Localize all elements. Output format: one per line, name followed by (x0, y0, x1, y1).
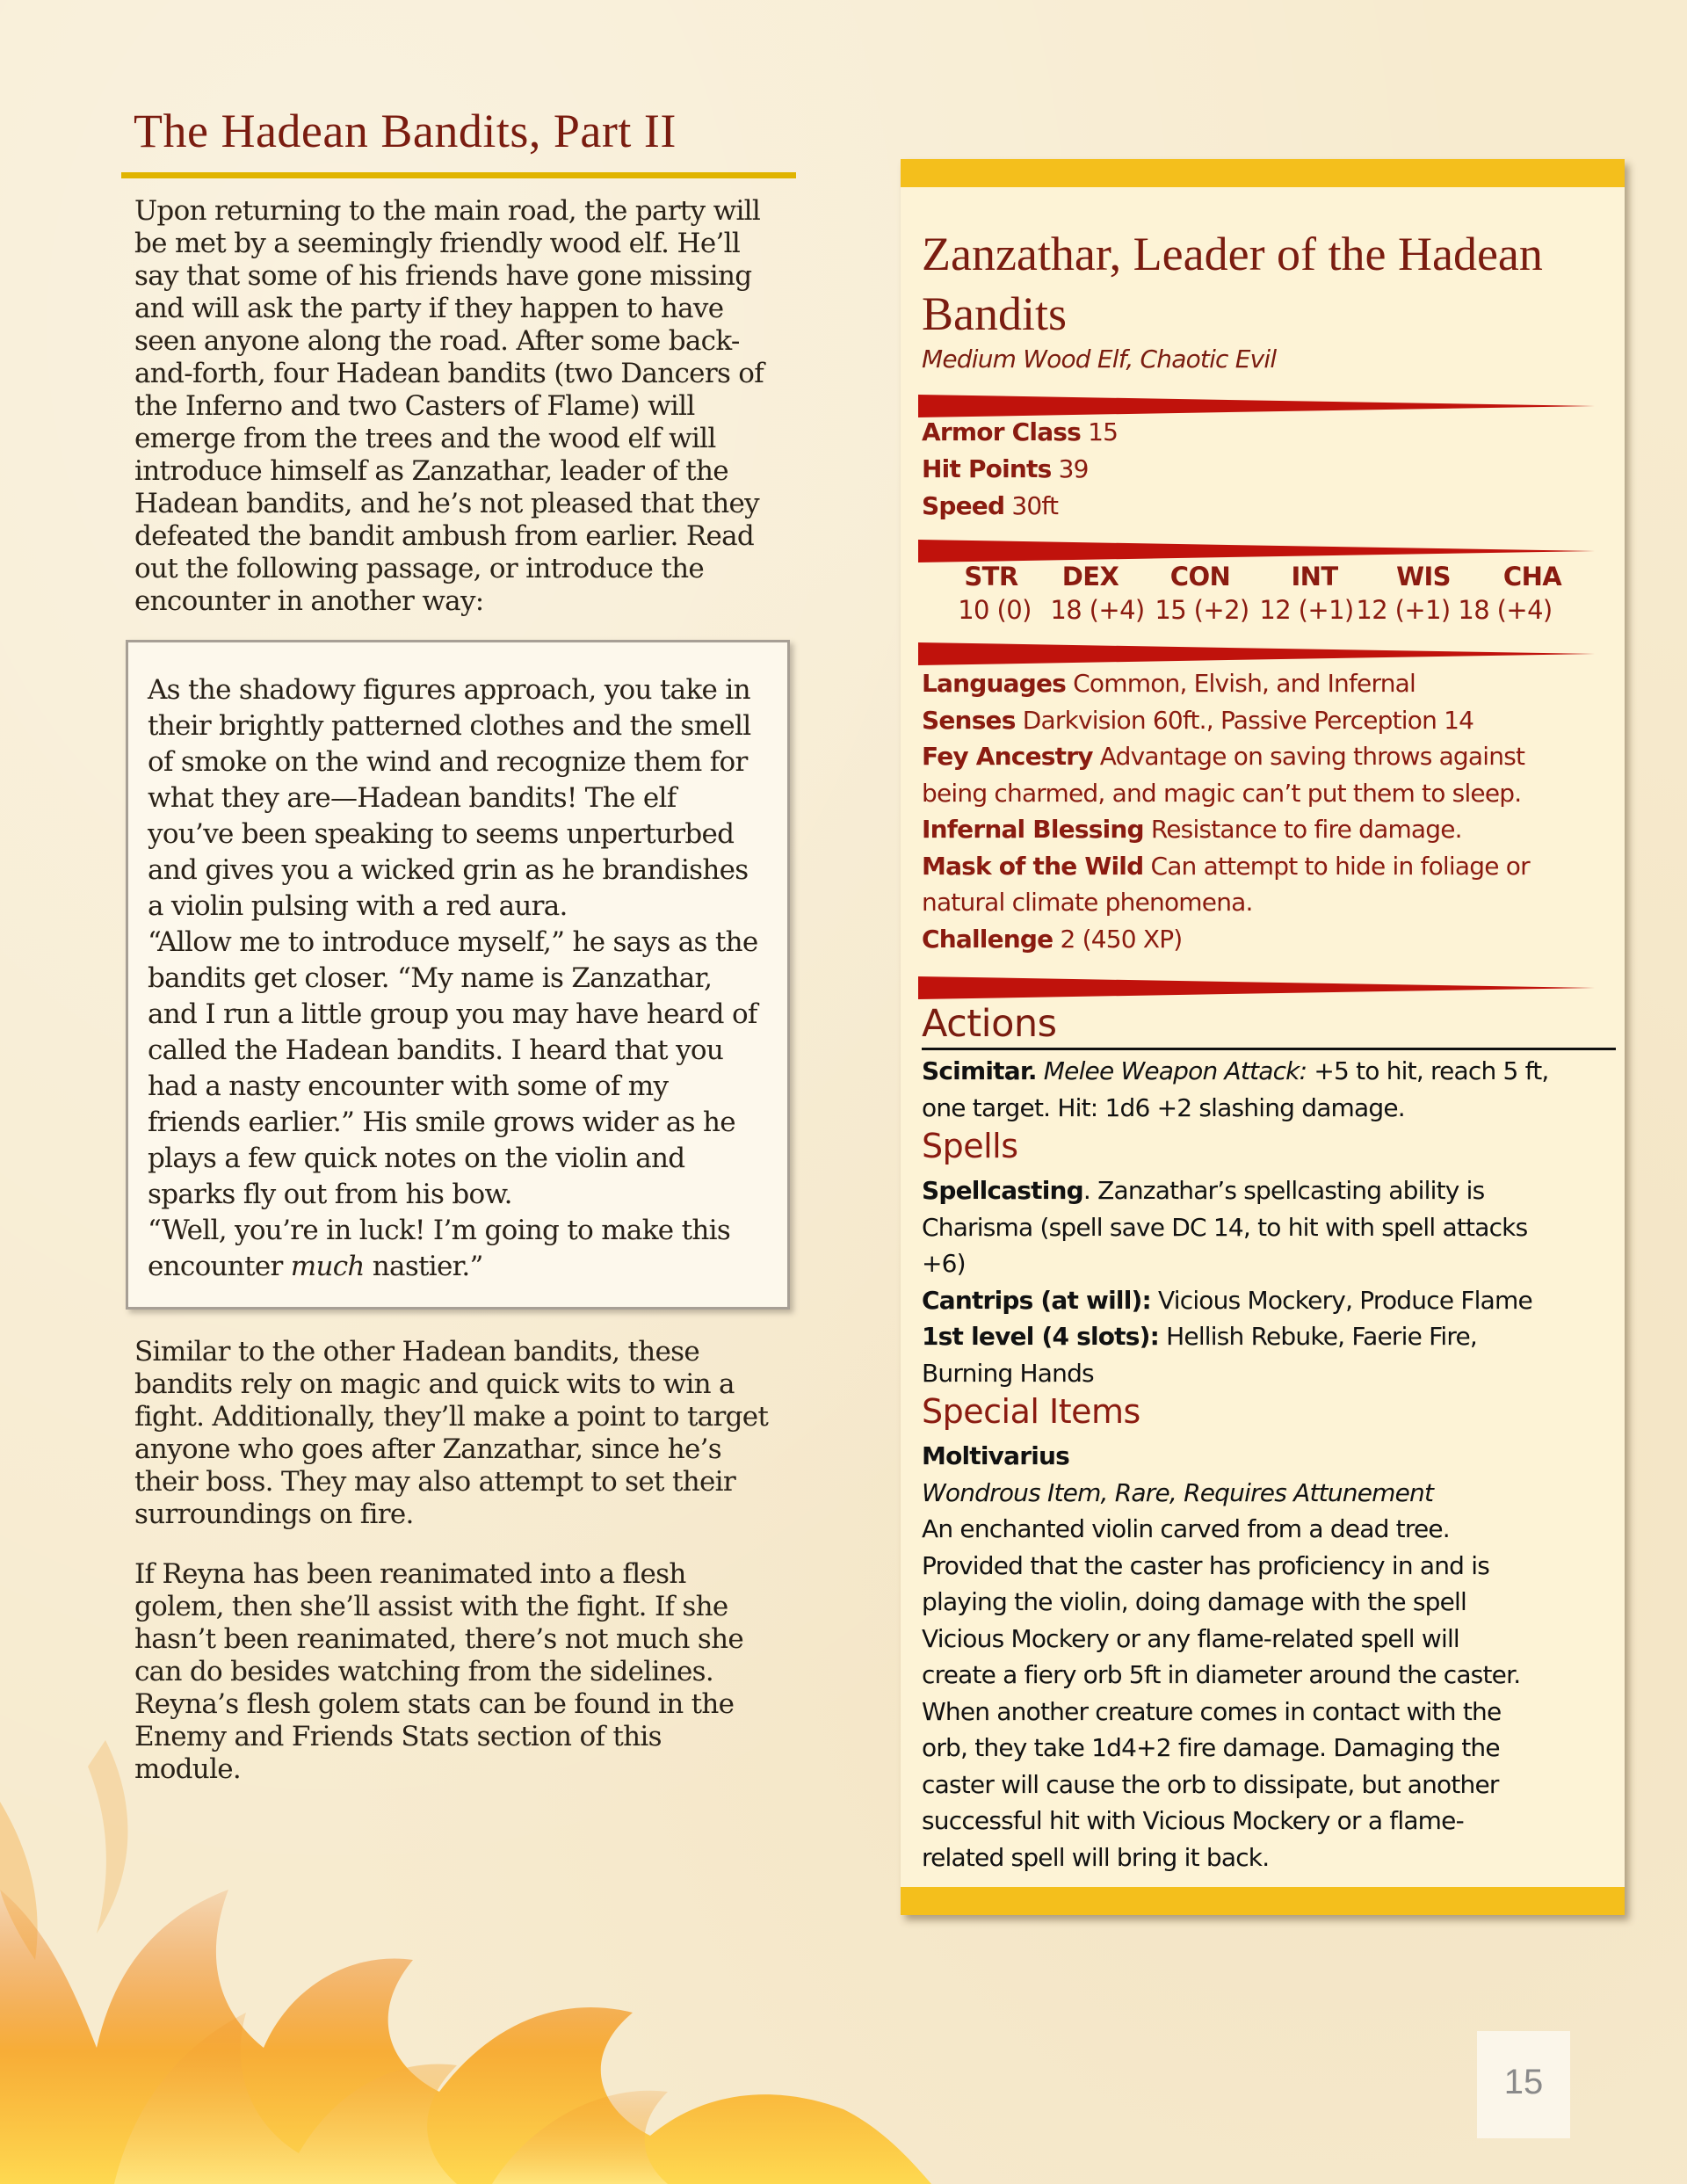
infernal-blessing: Infernal Blessing Resistance to fire damage. (922, 815, 1462, 844)
spellcasting-trait: Spellcasting. Zanzathar’s spellcasting ability is Charisma (spell save DC 14, to hit with spell attacks +6) Cantrips (at will): Vicious Mockery, Produce Flame 1st level (4 slots): Hellish Rebuke, Faerie Fire, Burning Hands (922, 1176, 1532, 1388)
intro-paragraph: Upon returning to the main road, the party will be met by a seemingly friendly wood elf. He’ll say that some of his friends have gone missing and will ask the party if they happen to have seen anyone along the road. After some back-and-forth, four Hadean bandits (two Dancers of the Inferno and two Casters of Flame) will emerge from the trees and the wood elf will introduce himself as Zanzathar, leader of the Hadean bandits, and he’s not pleased that they defeated the bandit ambush from earlier. Read out the following passage, or introduce the encounter in another way: (134, 195, 764, 617)
read-aloud-text: “Well, you’re in luck! I’m going to make this encounter (148, 1215, 731, 1282)
actions-underline (922, 1048, 1616, 1050)
fey-ancestry-cont: being charmed, and magic can’t put them to sleep. (922, 778, 1522, 808)
reyna-paragraph: If Reyna has been reanimated into a flesh golem, then she’ll assist with the fight. If she hasn’t been reanimated, there’s not much she can do besides watching from the sidelines. Reyna’s flesh golem stats can be found in the Enemy and Friends Stats section of this module. (134, 1558, 744, 1785)
ability-name: INT (1291, 562, 1338, 591)
read-aloud-paragraph-3 (148, 1213, 768, 1285)
ability-score: 18 (+4) (1458, 595, 1553, 625)
ability-name: CON (1169, 562, 1231, 591)
senses: Senses Darkvision 60ft., Passive Perception 14 (922, 705, 1474, 735)
emphasis-text: much (290, 1251, 365, 1282)
hit-points: Hit Points 39 (922, 454, 1089, 483)
stat-block-bottom-band (901, 1887, 1625, 1915)
creature-name: Zanzathar, Leader of the Hadean Bandits (922, 228, 1543, 340)
actions-heading: Actions (922, 1002, 1057, 1046)
challenge: Challenge 2 (450 XP) (922, 924, 1183, 954)
page-number-box (1477, 2031, 1570, 2138)
speed: Speed 30ft (922, 491, 1059, 520)
armor-class: Armor Class 15 (922, 417, 1119, 446)
mask-of-the-wild: Mask of the Wild Can attempt to hide in foliage or (922, 851, 1530, 881)
item-name: Moltivarius (922, 1441, 1070, 1470)
languages: Languages Common, Elvish, and Infernal (922, 669, 1415, 698)
ability-score: 18 (+4) (1050, 595, 1145, 625)
ability-name: CHA (1502, 562, 1562, 591)
item-type: Wondrous Item, Rare, Requires Attunement (922, 1477, 1434, 1507)
read-aloud-box (126, 640, 790, 1310)
tactics-paragraph: Similar to the other Hadean bandits, these bandits rely on magic and quick wits to win a fight. Additionally, they’ll make a point to target anyone who goes after Zanzathar, since he’s their boss. They may also attempt to set their surroundings on fire. (134, 1336, 769, 1530)
read-aloud-paragraph-1: As the shadowy figures approach, you take in their brightly patterned clothes and the smell of smoke on the wind and recognize them for what they are—Hadean bandits! The elf you’ve been speaking to seems unperturbed and gives you a wicked grin as he brandishes a violin pulsing with a red aura. (148, 674, 751, 922)
ability-name: STR (964, 562, 1018, 591)
page-title: The Hadean Bandits, Part II (134, 105, 677, 157)
ability-score: 12 (+1) (1356, 595, 1451, 625)
scimitar-action: Scimitar. Melee Weapon Attack: +5 to hit, reach 5 ft, one target. Hit: 1d6 +2 slashing damage. (922, 1056, 1549, 1122)
ability-score: 12 (+1) (1259, 595, 1354, 625)
stat-block-lower (901, 159, 1625, 1051)
ability-score: 10 (0) (958, 595, 1032, 625)
special-items-heading: Special Items (922, 1392, 1140, 1431)
read-aloud-paragraph-2: “Allow me to introduce myself,” he says as the bandits get closer. “My name is Zanzathar, and I run a little group you may have heard of called the Hadean bandits. I heard that you had a nasty encounter with some of my friends earlier.” His smile grows wider as he plays a few quick notes on the violin and sparks fly out from his bow. (148, 926, 758, 1210)
mask-of-the-wild-cont: natural climate phenomena. (922, 888, 1253, 917)
ability-score: 15 (+2) (1155, 595, 1249, 625)
ability-name: DEX (1061, 562, 1119, 591)
title-underline (121, 172, 796, 178)
spells-heading: Spells (922, 1127, 1018, 1165)
moltivarius-item: Moltivarius Wondrous Item, Rare, Requires Attunement An enchanted violin carved from a dead tree. Provided that the caster has proficiency in and is playing the violin, doing damage with the spell Vicious Mockery or any flame-related spell will create a fiery orb 5ft in diameter around the caster. When another creature comes in contact with the orb, they take 1d4+2 fire damage. Damaging the caster will cause the orb to dissipate, but another successful hit with Vicious Mockery or a flame- related spell will bring it back. (922, 1441, 1521, 1872)
creature-type: Medium Wood Elf, Chaotic Evil (922, 345, 1277, 374)
read-aloud-text: nastier.” (364, 1251, 483, 1282)
ability-name: WIS (1396, 562, 1451, 591)
page-number: 15 (1503, 2063, 1544, 2101)
fey-ancestry: Fey Ancestry Advantage on saving throws against (922, 742, 1525, 771)
